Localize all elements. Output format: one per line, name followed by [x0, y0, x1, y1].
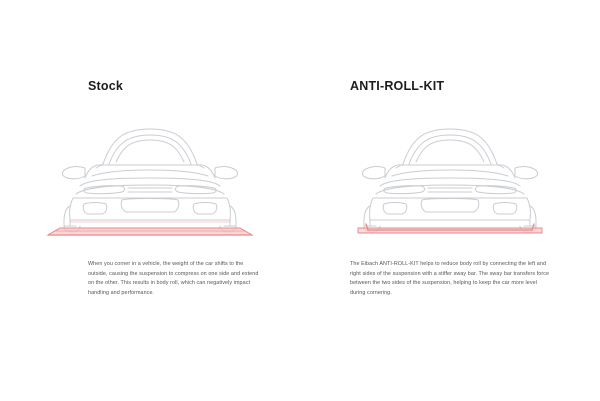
panel-title-stock: Stock — [88, 79, 124, 93]
car-front-view-stock — [24, 102, 276, 242]
panel-caption-stock: When you corner in a vehicle, the weight of the car shifts to the outside, causing the suspension to compress on one side and extend on the other. This results in body roll, which can negatively impact handling and performance. — [88, 261, 259, 296]
panel-title-anti-roll-kit: ANTI-ROLL-KIT — [350, 79, 445, 93]
panel-anti-roll-kit — [300, 0, 600, 401]
panel-caption-anti-roll-kit: The Eibach ANTI-ROLL-KIT helps to reduce body roll by connecting the left and right sides of the suspension with a stiffer sway bar. The sway bar transfers force between the two sides of the suspension, helping to keep the car more level during cornering. — [350, 261, 550, 296]
car-front-view-anti-roll-kit — [324, 102, 576, 242]
